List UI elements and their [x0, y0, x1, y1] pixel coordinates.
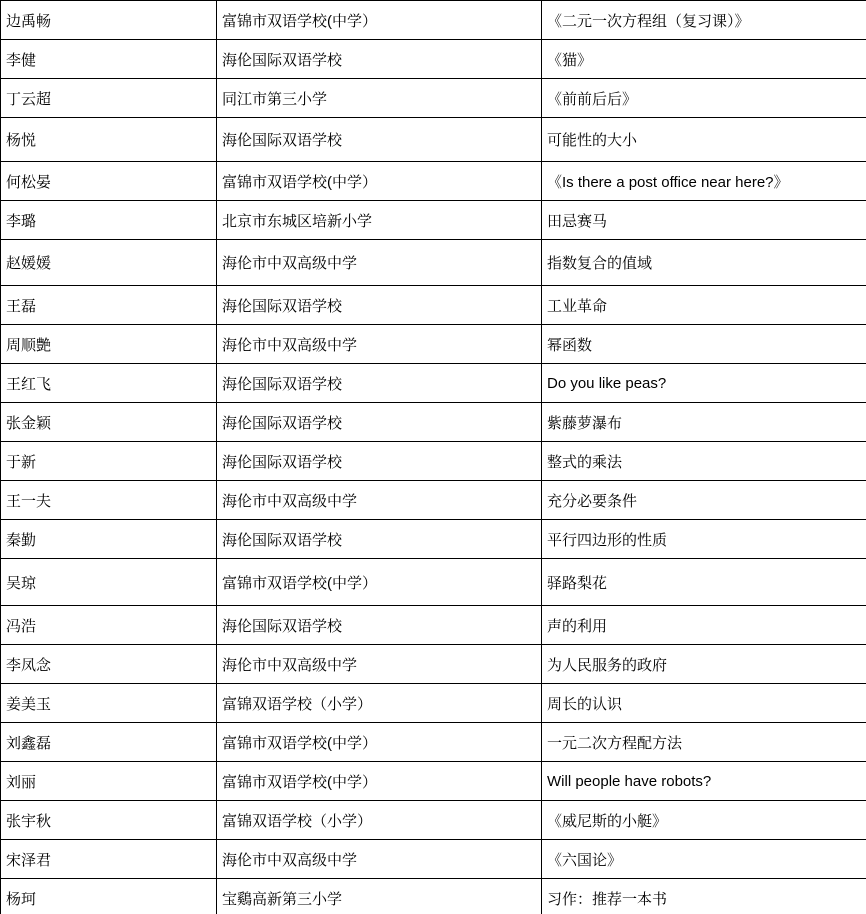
table-row	[1, 801, 866, 840]
table-row	[1, 286, 866, 325]
lesson-cell: 指数复合的值域	[542, 240, 866, 286]
lesson-cell: 《猫》	[542, 40, 866, 79]
name-cell: 赵媛媛	[1, 240, 217, 286]
name-cell: 吴琼	[1, 559, 217, 606]
name-cell: 张宇秋	[1, 801, 217, 840]
name-cell: 张金颖	[1, 403, 217, 442]
name-cell: 边禹畅	[1, 1, 217, 40]
lesson-cell: 可能性的大小	[542, 118, 866, 162]
name-cell: 宋泽君	[1, 840, 217, 879]
lesson-cell: 习作：推荐一本书	[542, 879, 866, 914]
school-cell: 富锦市双语学校(中学）	[217, 162, 542, 201]
table-row	[1, 162, 866, 201]
lesson-cell: 《二元一次方程组（复习课）》	[542, 1, 866, 40]
table-row	[1, 684, 866, 723]
table-row	[1, 559, 866, 606]
name-cell: 王磊	[1, 286, 217, 325]
table-row	[1, 79, 866, 118]
table-row	[1, 201, 866, 240]
school-cell: 同江市第三小学	[217, 79, 542, 118]
table-row	[1, 240, 866, 286]
table-row	[1, 403, 866, 442]
lesson-cell: Will people have robots?	[542, 762, 866, 801]
table-row	[1, 520, 866, 559]
school-cell: 富锦市双语学校(中学）	[217, 559, 542, 606]
lesson-cell: 整式的乘法	[542, 442, 866, 481]
name-cell: 杨悦	[1, 118, 217, 162]
lesson-cell: 田忌赛马	[542, 201, 866, 240]
name-cell: 冯浩	[1, 606, 217, 645]
school-cell: 海伦市中双高级中学	[217, 325, 542, 364]
table-row	[1, 442, 866, 481]
lesson-cell: 《六国论》	[542, 840, 866, 879]
lesson-cell: 幂函数	[542, 325, 866, 364]
table-row	[1, 481, 866, 520]
name-cell: 周顺艶	[1, 325, 217, 364]
lesson-cell: 驿路梨花	[542, 559, 866, 606]
school-cell: 海伦市中双高级中学	[217, 840, 542, 879]
school-cell: 海伦国际双语学校	[217, 606, 542, 645]
lesson-cell: 周长的认识	[542, 684, 866, 723]
school-cell: 富锦双语学校（小学）	[217, 801, 542, 840]
lesson-cell: 《Is there a post office near here?》	[542, 162, 866, 201]
table-row	[1, 325, 866, 364]
table-row	[1, 118, 866, 162]
table-row	[1, 606, 866, 645]
school-cell: 海伦国际双语学校	[217, 364, 542, 403]
table-row	[1, 879, 866, 914]
school-cell: 宝鷄高新第三小学	[217, 879, 542, 914]
name-cell: 秦勤	[1, 520, 217, 559]
lesson-cell: 为人民服务的政府	[542, 645, 866, 684]
name-cell: 杨珂	[1, 879, 217, 914]
name-cell: 李健	[1, 40, 217, 79]
school-cell: 富锦双语学校（小学）	[217, 684, 542, 723]
lesson-cell: 充分必要条件	[542, 481, 866, 520]
school-cell: 海伦国际双语学校	[217, 286, 542, 325]
school-cell: 海伦国际双语学校	[217, 40, 542, 79]
teacher-lesson-table-body	[1, 1, 866, 914]
name-cell: 李凤念	[1, 645, 217, 684]
school-cell: 北京市东城区培新小学	[217, 201, 542, 240]
name-cell: 何松晏	[1, 162, 217, 201]
school-cell: 富锦市双语学校(中学）	[217, 762, 542, 801]
lesson-cell: 平行四边形的性质	[542, 520, 866, 559]
name-cell: 王一夫	[1, 481, 217, 520]
name-cell: 丁云超	[1, 79, 217, 118]
table-row	[1, 723, 866, 762]
lesson-cell: Do you like peas?	[542, 364, 866, 403]
school-cell: 富锦市双语学校(中学）	[217, 1, 542, 40]
school-cell: 海伦国际双语学校	[217, 403, 542, 442]
lesson-cell: 一元二次方程配方法	[542, 723, 866, 762]
school-cell: 海伦市中双高级中学	[217, 645, 542, 684]
table-row	[1, 840, 866, 879]
name-cell: 李璐	[1, 201, 217, 240]
school-cell: 海伦市中双高级中学	[217, 240, 542, 286]
school-cell: 海伦市中双高级中学	[217, 481, 542, 520]
school-cell: 富锦市双语学校(中学）	[217, 723, 542, 762]
lesson-cell: 声的利用	[542, 606, 866, 645]
lesson-cell: 《威尼斯的小艇》	[542, 801, 866, 840]
school-cell: 海伦国际双语学校	[217, 118, 542, 162]
table-row	[1, 762, 866, 801]
lesson-cell: 工业革命	[542, 286, 866, 325]
table-row	[1, 364, 866, 403]
name-cell: 于新	[1, 442, 217, 481]
name-cell: 王红飞	[1, 364, 217, 403]
name-cell: 刘丽	[1, 762, 217, 801]
table-row	[1, 645, 866, 684]
school-cell: 海伦国际双语学校	[217, 520, 542, 559]
school-cell: 海伦国际双语学校	[217, 442, 542, 481]
name-cell: 刘鑫磊	[1, 723, 217, 762]
lesson-cell: 《前前后后》	[542, 79, 866, 118]
lesson-cell: 紫藤萝瀑布	[542, 403, 866, 442]
table-row	[1, 1, 866, 40]
name-cell: 姜美玉	[1, 684, 217, 723]
table-row	[1, 40, 866, 79]
